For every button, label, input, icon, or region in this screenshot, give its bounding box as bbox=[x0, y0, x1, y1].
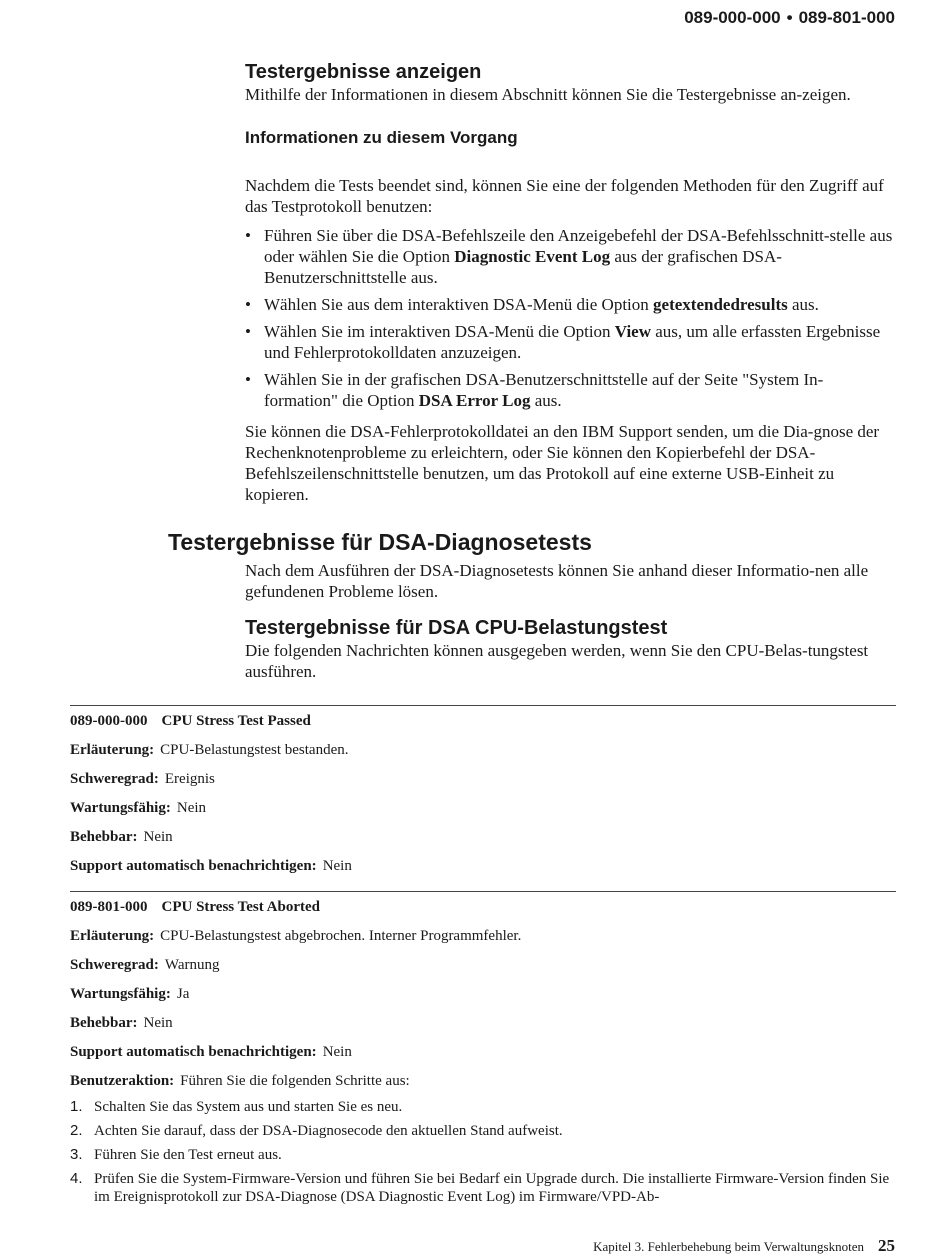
field-value: Ereignis bbox=[164, 771, 215, 787]
page-footer bbox=[593, 1236, 895, 1256]
step-number: 3. bbox=[70, 1146, 83, 1163]
auto-notify-field bbox=[70, 1043, 896, 1061]
list-item-text: Wählen Sie im interaktiven DSA-Menü die Option bbox=[264, 322, 615, 341]
message-code: 089-801-000 bbox=[70, 899, 148, 915]
list-item-text: aus, um alle erfassten Ergebnisse und Fehlerprotokolldaten anzuzeigen. bbox=[264, 322, 881, 362]
list-item-text: Wählen Sie aus dem interaktiven DSA-Menü die Option bbox=[264, 295, 654, 314]
message-heading bbox=[70, 898, 896, 916]
chapter-section-title: Testergebnisse für DSA-Diagnosetests bbox=[168, 529, 592, 555]
field-label: Wartungsfähig: bbox=[70, 986, 171, 1002]
list-item bbox=[245, 321, 897, 363]
message-code: 089-000-000 bbox=[70, 713, 148, 729]
field-value: Nein bbox=[143, 1015, 173, 1031]
field-value: Führen Sie die folgenden Schritte aus: bbox=[180, 1073, 410, 1089]
step-item bbox=[70, 1122, 896, 1140]
list-item-text: Wählen Sie in der grafischen DSA-Benutzerschnittstelle auf der Seite "System In-formation" die Option bbox=[264, 370, 824, 410]
step-item bbox=[70, 1170, 896, 1206]
serviceable-field bbox=[70, 799, 896, 817]
option-name: Diagnostic Event Log bbox=[454, 247, 611, 266]
option-name: getextendedresults bbox=[653, 295, 788, 314]
lead-paragraph: Nachdem die Tests beendet sind, können Sie eine der folgenden Methoden für den Zugriff auf das Testprotokoll benutzen: bbox=[245, 176, 884, 216]
closing-paragraph: Sie können die DSA-Fehlerprotokolldatei an den IBM Support senden, um die Dia-gnose der Rechenknotenprobleme zu erleichtern, oder Sie können den Kopierbefehl der DSA-Befehlszeilenschnittstelle benutzen, um das Protokoll auf eine externe USB-Einheit zu kopieren. bbox=[245, 422, 880, 504]
step-item bbox=[70, 1098, 896, 1116]
option-name: DSA Error Log bbox=[418, 391, 531, 410]
field-value: Ja bbox=[176, 986, 190, 1002]
message-entry bbox=[70, 891, 896, 1206]
option-name: View bbox=[614, 322, 651, 341]
step-number: 2. bbox=[70, 1122, 83, 1139]
header-code-to: 089-801-000 bbox=[798, 8, 895, 27]
field-value: CPU-Belastungstest bestanden. bbox=[160, 742, 349, 758]
auto-notify-field bbox=[70, 857, 896, 875]
message-entry bbox=[70, 705, 896, 875]
list-item bbox=[245, 369, 897, 411]
section-diagnostic-results bbox=[245, 560, 897, 682]
field-value: Nein bbox=[322, 1044, 352, 1060]
field-label: Schweregrad: bbox=[70, 771, 159, 787]
field-label: Behebbar: bbox=[70, 1015, 138, 1031]
step-text: Schalten Sie das System aus und starten Sie es neu. bbox=[94, 1099, 403, 1115]
list-item-text: aus. bbox=[530, 391, 562, 410]
severity-field bbox=[70, 770, 896, 788]
field-value: Nein bbox=[322, 858, 352, 874]
list-item bbox=[245, 225, 897, 288]
explanation-field bbox=[70, 927, 896, 945]
explanation-field bbox=[70, 741, 896, 759]
field-label: Erläuterung: bbox=[70, 742, 155, 758]
field-label: Schweregrad: bbox=[70, 957, 159, 973]
field-value: Nein bbox=[176, 800, 207, 816]
header-code-from: 089-000-000 bbox=[684, 8, 781, 27]
recoverable-field bbox=[70, 828, 896, 846]
field-label: Support automatisch benachrichtigen: bbox=[70, 858, 317, 874]
chapter-title: Kapitel 3. Fehlerbehebung beim Verwaltungsknoten bbox=[593, 1239, 864, 1254]
field-label: Support automatisch benachrichtigen: bbox=[70, 1044, 317, 1060]
section-view-results bbox=[245, 60, 897, 505]
header-separator: • bbox=[786, 8, 793, 27]
cpu-test-intro: Die folgenden Nachrichten können ausgegeben werden, wenn Sie den CPU-Belas-tungstest ausführen. bbox=[245, 641, 869, 681]
field-label: Behebbar: bbox=[70, 829, 138, 845]
step-number: 4. bbox=[70, 1170, 83, 1187]
about-heading: Informationen zu diesem Vorgang bbox=[245, 128, 518, 147]
list-item-text: Führen Sie über die DSA-Befehlszeile den Anzeigebefehl der DSA-Befehlsschnitt-stelle aus oder wählen Sie die Option bbox=[264, 226, 893, 266]
step-text: Achten Sie darauf, dass der DSA-Diagnosecode den aktuellen Stand aufweist. bbox=[94, 1123, 563, 1139]
message-heading bbox=[70, 712, 896, 730]
section-title: Testergebnisse anzeigen bbox=[245, 61, 482, 83]
field-value: Nein bbox=[143, 829, 173, 845]
chapter-section bbox=[168, 528, 897, 556]
user-action-field bbox=[70, 1072, 896, 1090]
message-title: CPU Stress Test Passed bbox=[161, 713, 311, 729]
list-item bbox=[245, 294, 897, 315]
cpu-test-title: Testergebnisse für DSA CPU-Belastungstest bbox=[245, 617, 668, 639]
field-label: Benutzeraktion: bbox=[70, 1073, 175, 1089]
recoverable-field bbox=[70, 1014, 896, 1032]
step-number: 1. bbox=[70, 1098, 83, 1115]
severity-field bbox=[70, 956, 896, 974]
step-text: Führen Sie den Test erneut aus. bbox=[94, 1147, 282, 1163]
field-value: CPU-Belastungstest abgebrochen. Interner Programmfehler. bbox=[160, 928, 522, 944]
message-list bbox=[70, 705, 896, 1212]
results-intro: Nach dem Ausführen der DSA-Diagnosetests können Sie anhand dieser Informatio-nen alle gefundenen Probleme lösen. bbox=[245, 561, 869, 601]
list-item-text: aus. bbox=[787, 295, 819, 314]
method-list bbox=[245, 225, 897, 411]
list-item-text: aus der grafischen DSA-Benutzerschnittstelle aus. bbox=[264, 247, 782, 287]
field-label: Wartungsfähig: bbox=[70, 800, 171, 816]
section-intro: Mithilfe der Informationen in diesem Abschnitt können Sie die Testergebnisse an-zeigen. bbox=[245, 85, 851, 104]
page-number: 25 bbox=[878, 1236, 895, 1255]
step-item bbox=[70, 1146, 896, 1164]
running-header bbox=[684, 8, 895, 28]
field-label: Erläuterung: bbox=[70, 928, 155, 944]
field-value: Warnung bbox=[164, 957, 220, 973]
message-title: CPU Stress Test Aborted bbox=[161, 899, 320, 915]
user-action-steps bbox=[70, 1098, 896, 1206]
step-text: Prüfen Sie die System-Firmware-Version und führen Sie bei Bedarf ein Upgrade durch. Die installierte Firmware-Version finden Sie im Ereignisprotokoll zur DSA-Diagnose (DSA Diagnostic Event Log) im Firmware/VPD-Ab- bbox=[94, 1171, 890, 1205]
serviceable-field bbox=[70, 985, 896, 1003]
